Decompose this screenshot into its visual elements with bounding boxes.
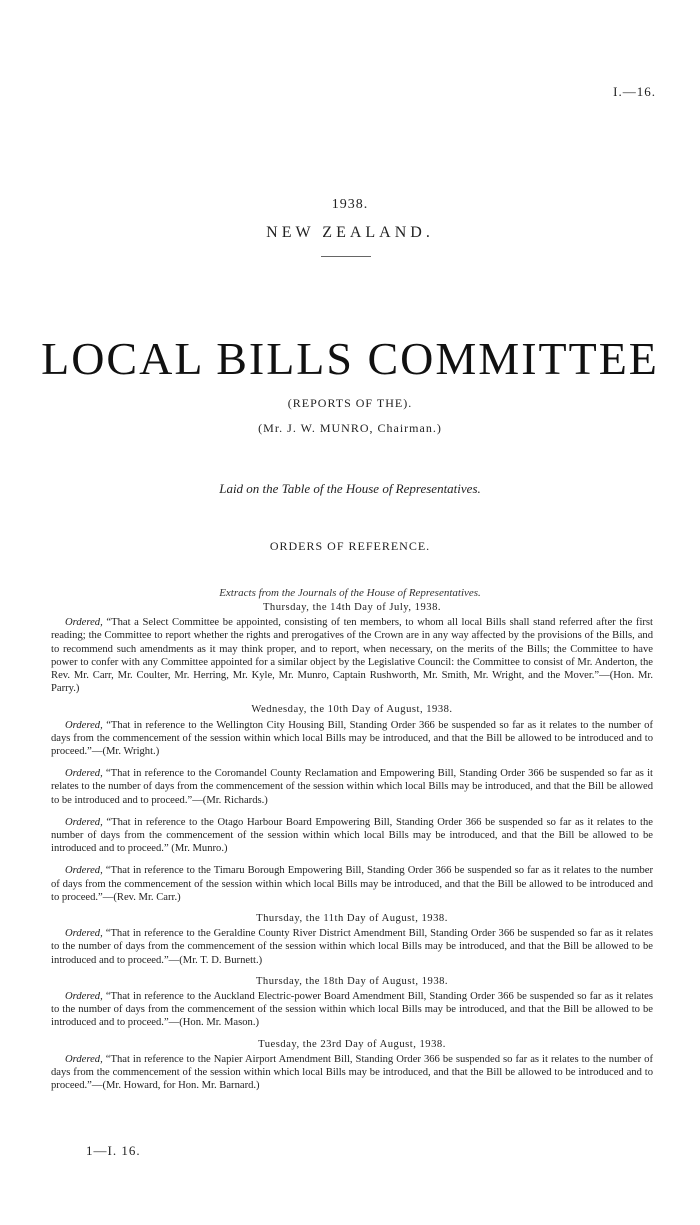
order-paragraph xyxy=(51,616,653,695)
order-text: “That in reference to the Geraldine County River District Amendment Bill, Standing Order 366 be suspended so far as it relates to the number of days from the commencement of the session within which local Bills may be introduced, and that the Bill be allowed to be introduced and to proceed.”—(Mr. T. D. Burnett.) xyxy=(51,928,653,966)
order-paragraph xyxy=(51,767,653,807)
order-paragraph xyxy=(51,990,653,1030)
order-paragraph xyxy=(51,1053,653,1093)
order-text: “That in reference to the Auckland Electric-power Board Amendment Bill, Standing Order 366 be suspended so far as it relates to the number of days from the commencement of the session within which local Bills may be introduced, and that the Bill be allowed to be introduced and to proceed.”—(Hon. Mr. Mason.) xyxy=(51,991,653,1029)
ordered-lead: Ordered, xyxy=(65,991,103,1003)
extracts-line: Extracts from the Journals of the House of Representatives. xyxy=(219,587,481,599)
date-heading: Thursday, the 11th Day of August, 1938. xyxy=(256,913,448,925)
ordered-lead: Ordered, xyxy=(65,768,103,780)
ordered-lead: Ordered, xyxy=(65,928,103,940)
date-heading: Thursday, the 14th Day of July, 1938. xyxy=(262,602,442,613)
order-text: “That a Select Committee be appointed, consisting of ten members, to whom all local Bills shall stand referred after the first reading; the Committee to report whether the rights and prerogatives of the Crown are in any way affected by the provisions of the Bills, and to recommend such amendments as it may think proper, and to report, when necessary, on the merits of the Bills; the Committee to have power to confer with any Committee appointed for a similar object by the Legislative Council: the Committee to consist of Mr. Anderton, the Rev. Mr. Carr, Mr. Coulter, Mr. Herring, Mr. Kyle, Mr. Munro, Captain Rushworth, Mr. Smith, Mr. Wright, and the Mover.”—(Hon. Mr. Parry.) xyxy=(51,617,653,695)
orders-of-reference-heading: ORDERS OF REFERENCE. xyxy=(269,539,431,553)
date-heading: Wednesday, the 10th Day of August, 1938. xyxy=(251,704,453,716)
order-paragraph xyxy=(51,719,653,759)
year: 1938. xyxy=(331,197,369,212)
order-paragraph xyxy=(51,816,653,856)
order-paragraph xyxy=(51,927,653,967)
order-text: “That in reference to the Coromandel County Reclamation and Empowering Bill, Standing Order 366 be suspended so far as it relates to the number of days from the commencement of the session within which local Bills may be introduced, and that the Bill be allowed to be introduced and to proceed.”—(Mr. Richards.) xyxy=(51,768,653,806)
document-subtitle: (REPORTS OF THE). xyxy=(287,396,413,410)
laid-on-table-line: Laid on the Table of the House of Representatives. xyxy=(219,481,481,496)
orders-body xyxy=(51,601,653,1093)
ordered-lead: Ordered, xyxy=(65,1053,103,1065)
paper-reference: I.—16. xyxy=(613,84,656,99)
ordered-lead: Ordered, xyxy=(65,617,103,629)
ordered-lead: Ordered, xyxy=(65,816,103,828)
order-text: “That in reference to the Otago Harbour Board Empowering Bill, Standing Order 366 be suspended so far as it relates to the number of days from the commencement of the session within which local Bills may be introduced, and that the Bill be allowed to be introduced and to proceed.” (Mr. Munro.) xyxy=(51,816,653,855)
chairman-line: (Mr. J. W. MUNRO, Chairman.) xyxy=(258,421,442,435)
order-text: “That in reference to the Wellington City Housing Bill, Standing Order 366 be suspended so far as it relates to the number of days from the commencement of the session within which local Bills may be introduced, and that the Bill be allowed to be introduced and to proceed.”—(Mr. Wright.) xyxy=(51,719,653,758)
short-rule xyxy=(321,256,371,257)
ordered-lead: Ordered, xyxy=(65,719,103,731)
ordered-lead: Ordered, xyxy=(65,865,103,877)
page-footer-reference: 1—I. 16. xyxy=(86,1143,141,1158)
date-heading: Tuesday, the 23rd Day of August, 1938. xyxy=(258,1038,446,1050)
order-text: “That in reference to the Timaru Borough Empowering Bill, Standing Order 366 be suspended so far as it relates to the number of days from the commencement of the session within which local Bills may be introduced, and that the Bill be allowed to be introduced and to proceed.”—(Rev. Mr. Carr.) xyxy=(51,865,653,903)
country-heading: NEW ZEALAND. xyxy=(266,224,434,241)
document-title: LOCAL BILLS COMMITTEE xyxy=(41,333,659,384)
date-heading: Thursday, the 18th Day of August, 1938. xyxy=(255,975,449,987)
order-text: “That in reference to the Napier Airport Amendment Bill, Standing Order 366 be suspended so far as it relates to the number of days from the commencement of the session within which local Bills may be introduced, and that the Bill be allowed to be introduced and to proceed.”—(Mr. Howard, for Hon. Mr. Barnard.) xyxy=(51,1053,653,1092)
order-paragraph xyxy=(51,864,653,904)
